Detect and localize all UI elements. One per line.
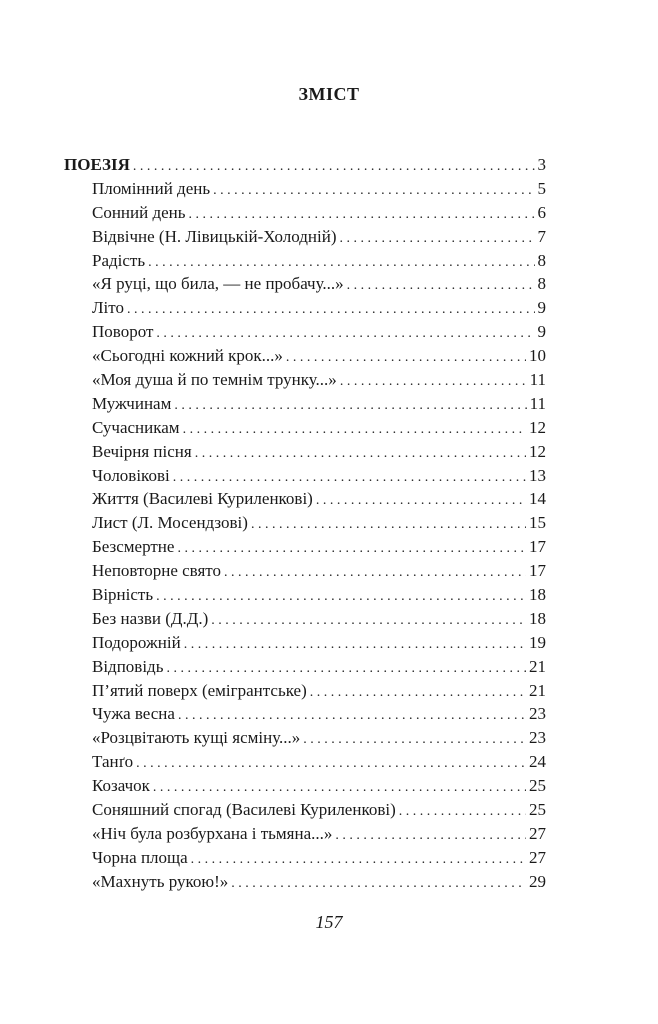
toc-entry-page: 12 — [529, 441, 546, 461]
toc-entry-row[interactable] — [64, 511, 546, 535]
dot-leader — [156, 322, 534, 346]
dot-leader — [195, 442, 526, 466]
toc-section-page: 3 — [537, 155, 546, 174]
toc-entry-label: «Я руці, що била, — не пробачу...» — [92, 274, 344, 294]
toc-entry-row[interactable] — [64, 679, 546, 703]
toc-entry-row[interactable] — [64, 631, 546, 655]
toc-entry-page: 9 — [537, 298, 546, 318]
toc-entry-row[interactable] — [64, 368, 546, 392]
dot-leader — [224, 561, 526, 585]
page-title: ЗМІСТ — [298, 84, 360, 104]
dot-leader — [173, 466, 526, 490]
toc-entry-page: 8 — [537, 274, 546, 294]
toc-entry-row[interactable] — [64, 464, 546, 488]
toc-entry-row[interactable] — [64, 726, 546, 750]
toc-entry-label: «Моя душа й по темнім трунку...» — [92, 370, 337, 390]
toc-entry-row[interactable] — [64, 416, 546, 440]
toc-entry-label: Козачок — [92, 776, 150, 796]
dot-leader — [286, 346, 526, 370]
toc-entry-page: 15 — [529, 513, 546, 533]
table-of-contents — [64, 153, 546, 894]
dot-leader — [133, 155, 535, 179]
toc-entry-page: 13 — [529, 465, 546, 485]
dot-leader — [184, 633, 526, 657]
dot-leader — [213, 179, 534, 203]
toc-section-label: ПОЕЗІЯ — [64, 155, 130, 174]
toc-entry-page: 23 — [529, 728, 546, 748]
toc-entry-page: 27 — [529, 823, 546, 843]
toc-entry-page: 27 — [529, 847, 546, 867]
dot-leader — [310, 681, 526, 705]
toc-entry-row[interactable] — [64, 846, 546, 870]
toc-section-row[interactable] — [64, 153, 546, 177]
toc-entry-page: 17 — [529, 561, 546, 581]
toc-entry-label: П’ятий поверх (емігрантське) — [92, 680, 307, 700]
toc-entry-label: Пломінний день — [92, 178, 211, 198]
dot-leader — [399, 800, 526, 824]
toc-entry-page: 12 — [529, 417, 546, 437]
toc-entry-page: 23 — [529, 704, 546, 724]
dot-leader — [178, 704, 526, 728]
toc-entry-page: 5 — [537, 178, 546, 198]
toc-entry-page: 25 — [529, 800, 546, 820]
toc-entry-row[interactable] — [64, 272, 546, 296]
toc-entry-row[interactable] — [64, 655, 546, 679]
toc-entry-row[interactable] — [64, 535, 546, 559]
dot-leader — [251, 513, 526, 537]
dot-leader — [303, 728, 526, 752]
toc-entry-row[interactable] — [64, 774, 546, 798]
dot-leader — [316, 489, 526, 513]
toc-entry-row[interactable] — [64, 487, 546, 511]
dot-leader — [136, 752, 526, 776]
toc-entry-label: Танґо — [92, 752, 134, 772]
toc-entry-label: Вірність — [92, 585, 154, 605]
toc-entry-page: 9 — [537, 322, 546, 342]
toc-entry-page: 21 — [529, 656, 546, 676]
dot-leader — [127, 298, 535, 322]
toc-entry-label: Мужчинам — [92, 393, 172, 413]
toc-entry-row[interactable] — [64, 440, 546, 464]
toc-entry-label: Соняшний спогад (Василеві Куриленкові) — [92, 800, 396, 820]
toc-entry-label: Вечірня пісня — [92, 441, 192, 461]
toc-entry-label: Сонний день — [92, 202, 186, 222]
dot-leader — [177, 537, 526, 561]
dot-leader — [174, 394, 526, 418]
toc-entry-row[interactable] — [64, 296, 546, 320]
toc-entry-page: 14 — [529, 489, 546, 509]
toc-entry-row[interactable] — [64, 750, 546, 774]
toc-entry-row[interactable] — [64, 225, 546, 249]
toc-entry-row[interactable] — [64, 249, 546, 273]
toc-entry-row[interactable] — [64, 607, 546, 631]
page-number: 157 — [315, 912, 343, 932]
toc-entry-label: Подорожній — [92, 632, 181, 652]
toc-entry-page: 7 — [537, 226, 546, 246]
toc-entry-row[interactable] — [64, 177, 546, 201]
toc-entry-row[interactable] — [64, 870, 546, 894]
dot-leader — [211, 609, 526, 633]
toc-entry-label: Безсмертне — [92, 537, 175, 557]
toc-entry-page: 21 — [529, 680, 546, 700]
toc-entry-row[interactable] — [64, 344, 546, 368]
dot-leader — [340, 370, 527, 394]
toc-entry-label: Сучасникам — [92, 417, 180, 437]
toc-entry-page: 18 — [529, 608, 546, 628]
toc-entry-row[interactable] — [64, 583, 546, 607]
toc-entry-label: Чужа весна — [92, 704, 175, 724]
toc-entry-page: 10 — [529, 346, 546, 366]
dot-leader — [183, 418, 526, 442]
dot-leader — [347, 274, 535, 298]
toc-entry-page: 11 — [529, 370, 546, 390]
dot-leader — [191, 848, 526, 872]
dot-leader — [148, 251, 534, 275]
toc-entry-label: Чорна площа — [92, 847, 188, 867]
dot-leader — [340, 227, 535, 251]
toc-entry-label: Радість — [92, 250, 146, 270]
toc-entry-label: Лист (Л. Мосендзові) — [92, 513, 248, 533]
toc-entry-label: Поворот — [92, 322, 154, 342]
toc-entry-label: Літо — [92, 298, 124, 318]
dot-leader — [231, 872, 526, 896]
toc-entry-row[interactable] — [64, 702, 546, 726]
toc-entry-label: «Махнуть рукою!» — [92, 871, 229, 891]
dot-leader — [166, 657, 526, 681]
toc-entry-page: 29 — [529, 871, 546, 891]
toc-entry-page: 19 — [529, 632, 546, 652]
toc-entry-row[interactable] — [64, 320, 546, 344]
toc-entry-row[interactable] — [64, 822, 546, 846]
toc-entry-label: «Ніч була розбурхана і тьмяна...» — [92, 823, 333, 843]
toc-entry-page: 6 — [537, 202, 546, 222]
toc-entry-label: Чоловікові — [92, 465, 170, 485]
toc-entry-row[interactable] — [64, 392, 546, 416]
toc-entry-page: 17 — [529, 537, 546, 557]
toc-entry-label: Без назви (Д.Д.) — [92, 608, 209, 628]
toc-entry-label: Життя (Василеві Куриленкові) — [92, 489, 313, 509]
toc-entry-row[interactable] — [64, 559, 546, 583]
dot-leader — [156, 585, 526, 609]
toc-entry-label: «Сьогодні кожний крок...» — [92, 346, 283, 366]
dot-leader — [335, 824, 526, 848]
toc-entry-row[interactable] — [64, 798, 546, 822]
toc-entry-page: 18 — [529, 585, 546, 605]
toc-entry-page: 24 — [529, 752, 546, 772]
toc-entry-label: Неповторне свято — [92, 561, 221, 581]
toc-entry-page: 8 — [537, 250, 546, 270]
toc-entry-row[interactable] — [64, 201, 546, 225]
dot-leader — [153, 776, 526, 800]
toc-entry-label: Відповідь — [92, 656, 164, 676]
toc-entry-label: «Розцвітають кущі ясміну...» — [92, 728, 301, 748]
toc-entry-label: Відвічне (Н. Лівицькій-Холодній) — [92, 226, 337, 246]
toc-entry-page: 11 — [529, 393, 546, 413]
toc-entry-page: 25 — [529, 776, 546, 796]
dot-leader — [189, 203, 535, 227]
